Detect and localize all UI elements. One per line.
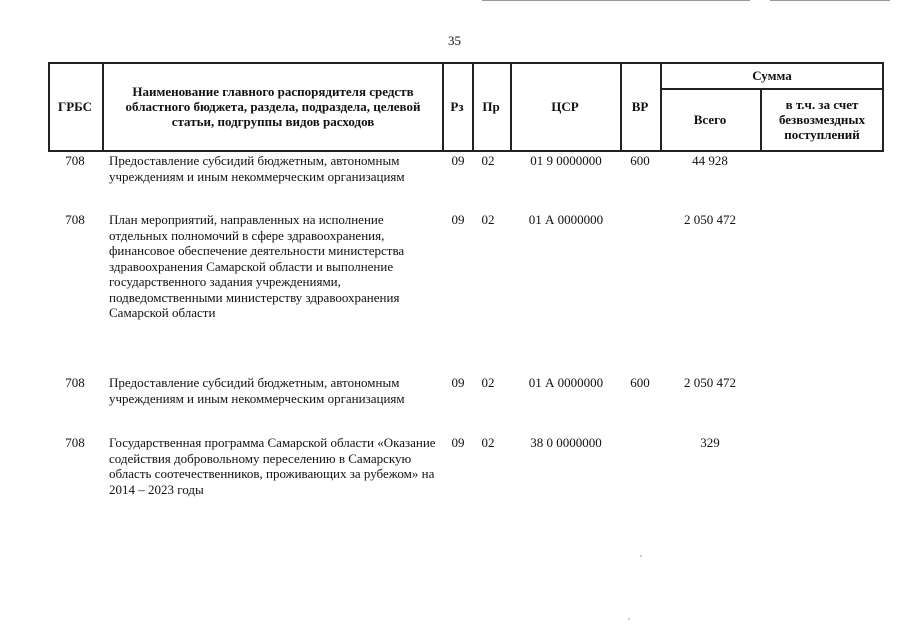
cell-pr: 02 [481,375,495,390]
cell-total: 2 050 472 [684,212,736,227]
header-border-grbs [102,62,104,151]
cell-vr: 600 [630,375,650,390]
cell-csr: 01 А 0000000 [528,212,604,227]
header-free-receipts: в т.ч. за счет безвозмездных поступлений [778,96,866,142]
scan-speck [628,618,630,620]
cell-csr: 01 А 0000000 [528,375,604,390]
cell-total: 329 [700,435,720,450]
table-header [48,62,884,151]
cell-name: Предоставление субсидий бюджетным, автономным учреждениям и иным некоммерческим организациям [109,375,405,406]
header-sum: Сумма [752,67,792,83]
header-rz: Рз [450,99,464,114]
cell-rz: 09 [451,375,465,390]
cell-pr: 02 [481,435,495,450]
header-csr: ЦСР [551,99,579,114]
scan-line-top-left [482,0,750,1]
cell-total: 44 928 [692,153,728,168]
cell-grbs: 708 [65,375,85,390]
cell-pr: 02 [481,153,495,168]
header-name: Наименование главного распорядителя средств областного бюджета, раздела, подраздела, целевой статьи, подгруппы видов расходов [125,84,421,129]
cell-name: Предоставление субсидий бюджетным, автономным учреждениям и иным некоммерческим организациям [109,153,405,184]
cell-rz: 09 [451,435,465,450]
cell-name: Государственная программа Самарской области «Оказание содействия добровольному переселению в Самарскую область соотечественников, проживающих за рубежом» на 2014 – 2023 годы [109,435,436,497]
header-vr: ВР [631,99,649,114]
scan-line-top-right [770,0,890,1]
page-number: 35 [448,33,461,48]
cell-rz: 09 [451,153,465,168]
header-grbs: ГРБС [57,99,93,114]
cell-name: План мероприятий, направленных на исполнение отдельных полномочий в сфере здравоохранения, финансовое обеспечение деятельности министерства здравоохранения Самарской области и выполнение государственного задания учреждениями, подведомственными министерству здравоохранения Самарской области [109,212,405,320]
cell-pr: 02 [481,212,495,227]
cell-csr: 01 9 0000000 [530,153,602,168]
cell-vr: 600 [630,153,650,168]
cell-grbs: 708 [65,212,85,227]
cell-rz: 09 [451,212,465,227]
scan-speck [640,555,642,557]
cell-grbs: 708 [65,153,85,168]
cell-csr: 38 0 0000000 [530,435,602,450]
header-pr: Пр [482,99,500,114]
header-total: Всего [693,111,727,127]
cell-grbs: 708 [65,435,85,450]
cell-total: 2 050 472 [684,375,736,390]
